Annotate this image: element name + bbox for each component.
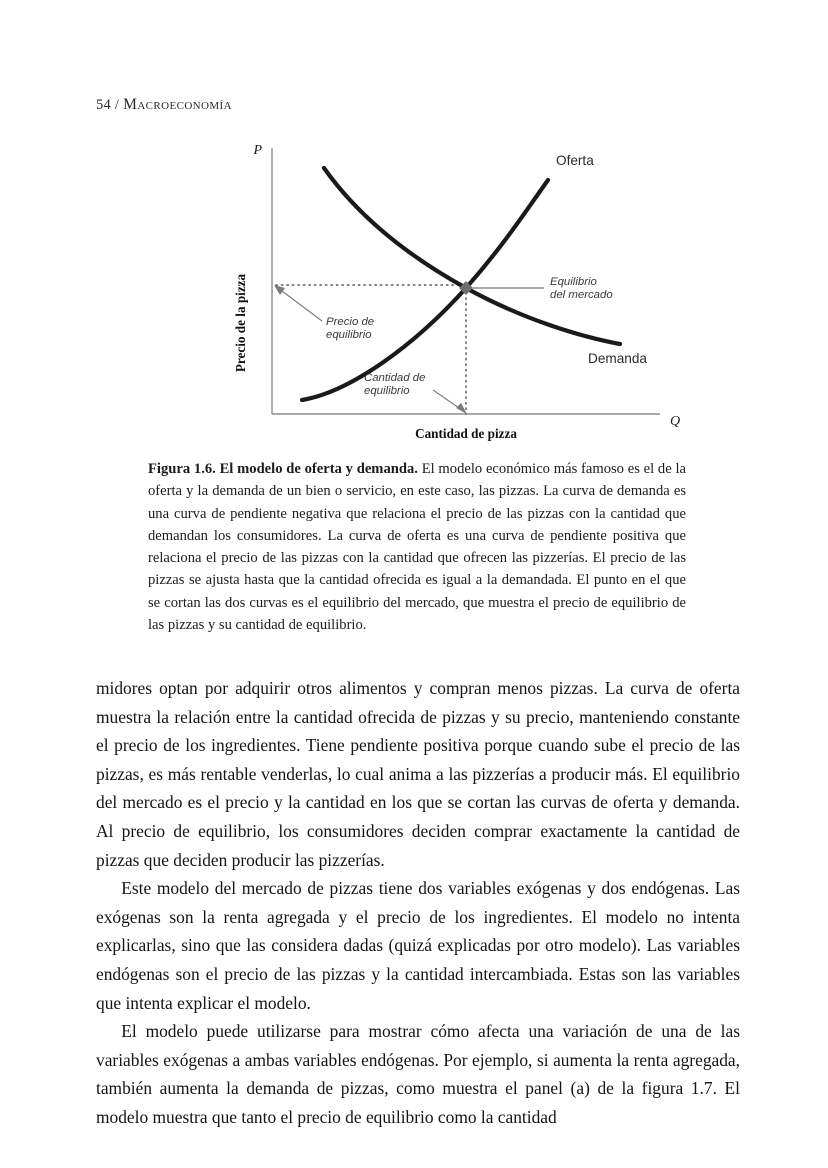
equilibrium-price-callout-arrowhead [274, 285, 285, 295]
body-paragraph-3: El modelo puede utilizarse para mostrar cómo afecta una variación de una de las variables exógenas a ambas variables endógenas. Por ejemplo, si aumenta la renta agregada, también aumenta la demanda de pizzas, como muestra el panel (a) de la figura 1.7. El modelo muestra que tanto el precio de equilibrio como la cantidad [96, 1021, 740, 1127]
body-text [96, 674, 740, 1132]
figure-caption-lead: Figura 1.6. El modelo de oferta y demanda. [148, 461, 418, 477]
body-paragraph-2: Este modelo del mercado de pizzas tiene dos variables exógenas y dos endógenas. Las exógenas son la renta agregada y el precio de los ingredientes. El modelo no intenta explicarlas, sino que las considera dadas (quizá explicadas por otro modelo). Las variables endógenas son el precio de las pizzas y la cantidad intercambiada. Estas son las variables que intenta explicar el modelo. [96, 878, 740, 1013]
equilibrium-quantity-callout [364, 372, 467, 414]
figure-1-6 [96, 138, 732, 450]
equilibrium-price-label-line-1: Precio de [326, 316, 375, 328]
body-paragraph-1: midores optan por adquirir otros alimentos y compran menos pizzas. La curva de oferta muestra la relación entre la cantidad ofrecida de pizzas y su precio, manteniendo constante el precio de los ingredientes. Tiene pendiente positiva porque cuando sube el precio de las pizzas, es más rentable venderlas, lo cual anima a las pizzerías a producir más. El equilibrio del mercado es el precio y la cantidad en los que se cortan las curvas de oferta y demanda. Al precio de equilibrio, los consumidores deciden comprar exactamente la cantidad de pizzas que deciden producir las pizzerías. [96, 678, 740, 870]
y-axis-letter: P [253, 143, 262, 158]
supply-demand-chart [96, 138, 732, 450]
demand-curve-label: Demanda [588, 351, 647, 366]
supply-curve-label: Oferta [556, 153, 594, 168]
equilibrium-price-label-line-2: equilibrio [326, 329, 372, 341]
equilibrium-label-line-2: del mercado [550, 289, 613, 301]
running-head-separator: / [114, 97, 120, 113]
figure-caption-body: El modelo económico más famoso es el de la oferta y la demanda de un bien o servicio, en este caso, las pizzas. La curva de demanda es una curva de pendiente negativa que relaciona el precio de las pizzas con la cantidad que demandan los consumidores. La curva de oferta es una curva de pendiente positiva que relaciona el precio de las pizzas con la cantidad que ofrecen las pizzerías. El precio de las pizzas se ajusta hasta que la cantidad ofrecida es igual a la demandada. El punto en el que se cortan las dos curvas es el equilibrio del mercado, que muestra el precio de equilibrio de las pizzas y su cantidad de equilibrio. [148, 461, 686, 634]
chart-svg [96, 138, 732, 450]
equilibrium-quantity-label-line-1: Cantidad de [364, 372, 426, 384]
figure-caption [148, 458, 686, 636]
supply-curve [302, 180, 548, 400]
equilibrium-label-line-1: Equilibrio [550, 276, 597, 288]
page-number: 54 [96, 97, 111, 113]
y-axis-title: Precio de la pizza [233, 273, 248, 373]
x-axis-letter: Q [670, 414, 681, 429]
book-title: Macroeconomía [123, 96, 232, 113]
equilibrium-quantity-label-line-2: equilibrio [364, 385, 410, 397]
x-axis-title: Cantidad de pizza [415, 426, 517, 441]
equilibrium-price-callout [274, 285, 374, 341]
equilibrium-price-callout-line [278, 288, 322, 321]
running-head [96, 96, 232, 114]
